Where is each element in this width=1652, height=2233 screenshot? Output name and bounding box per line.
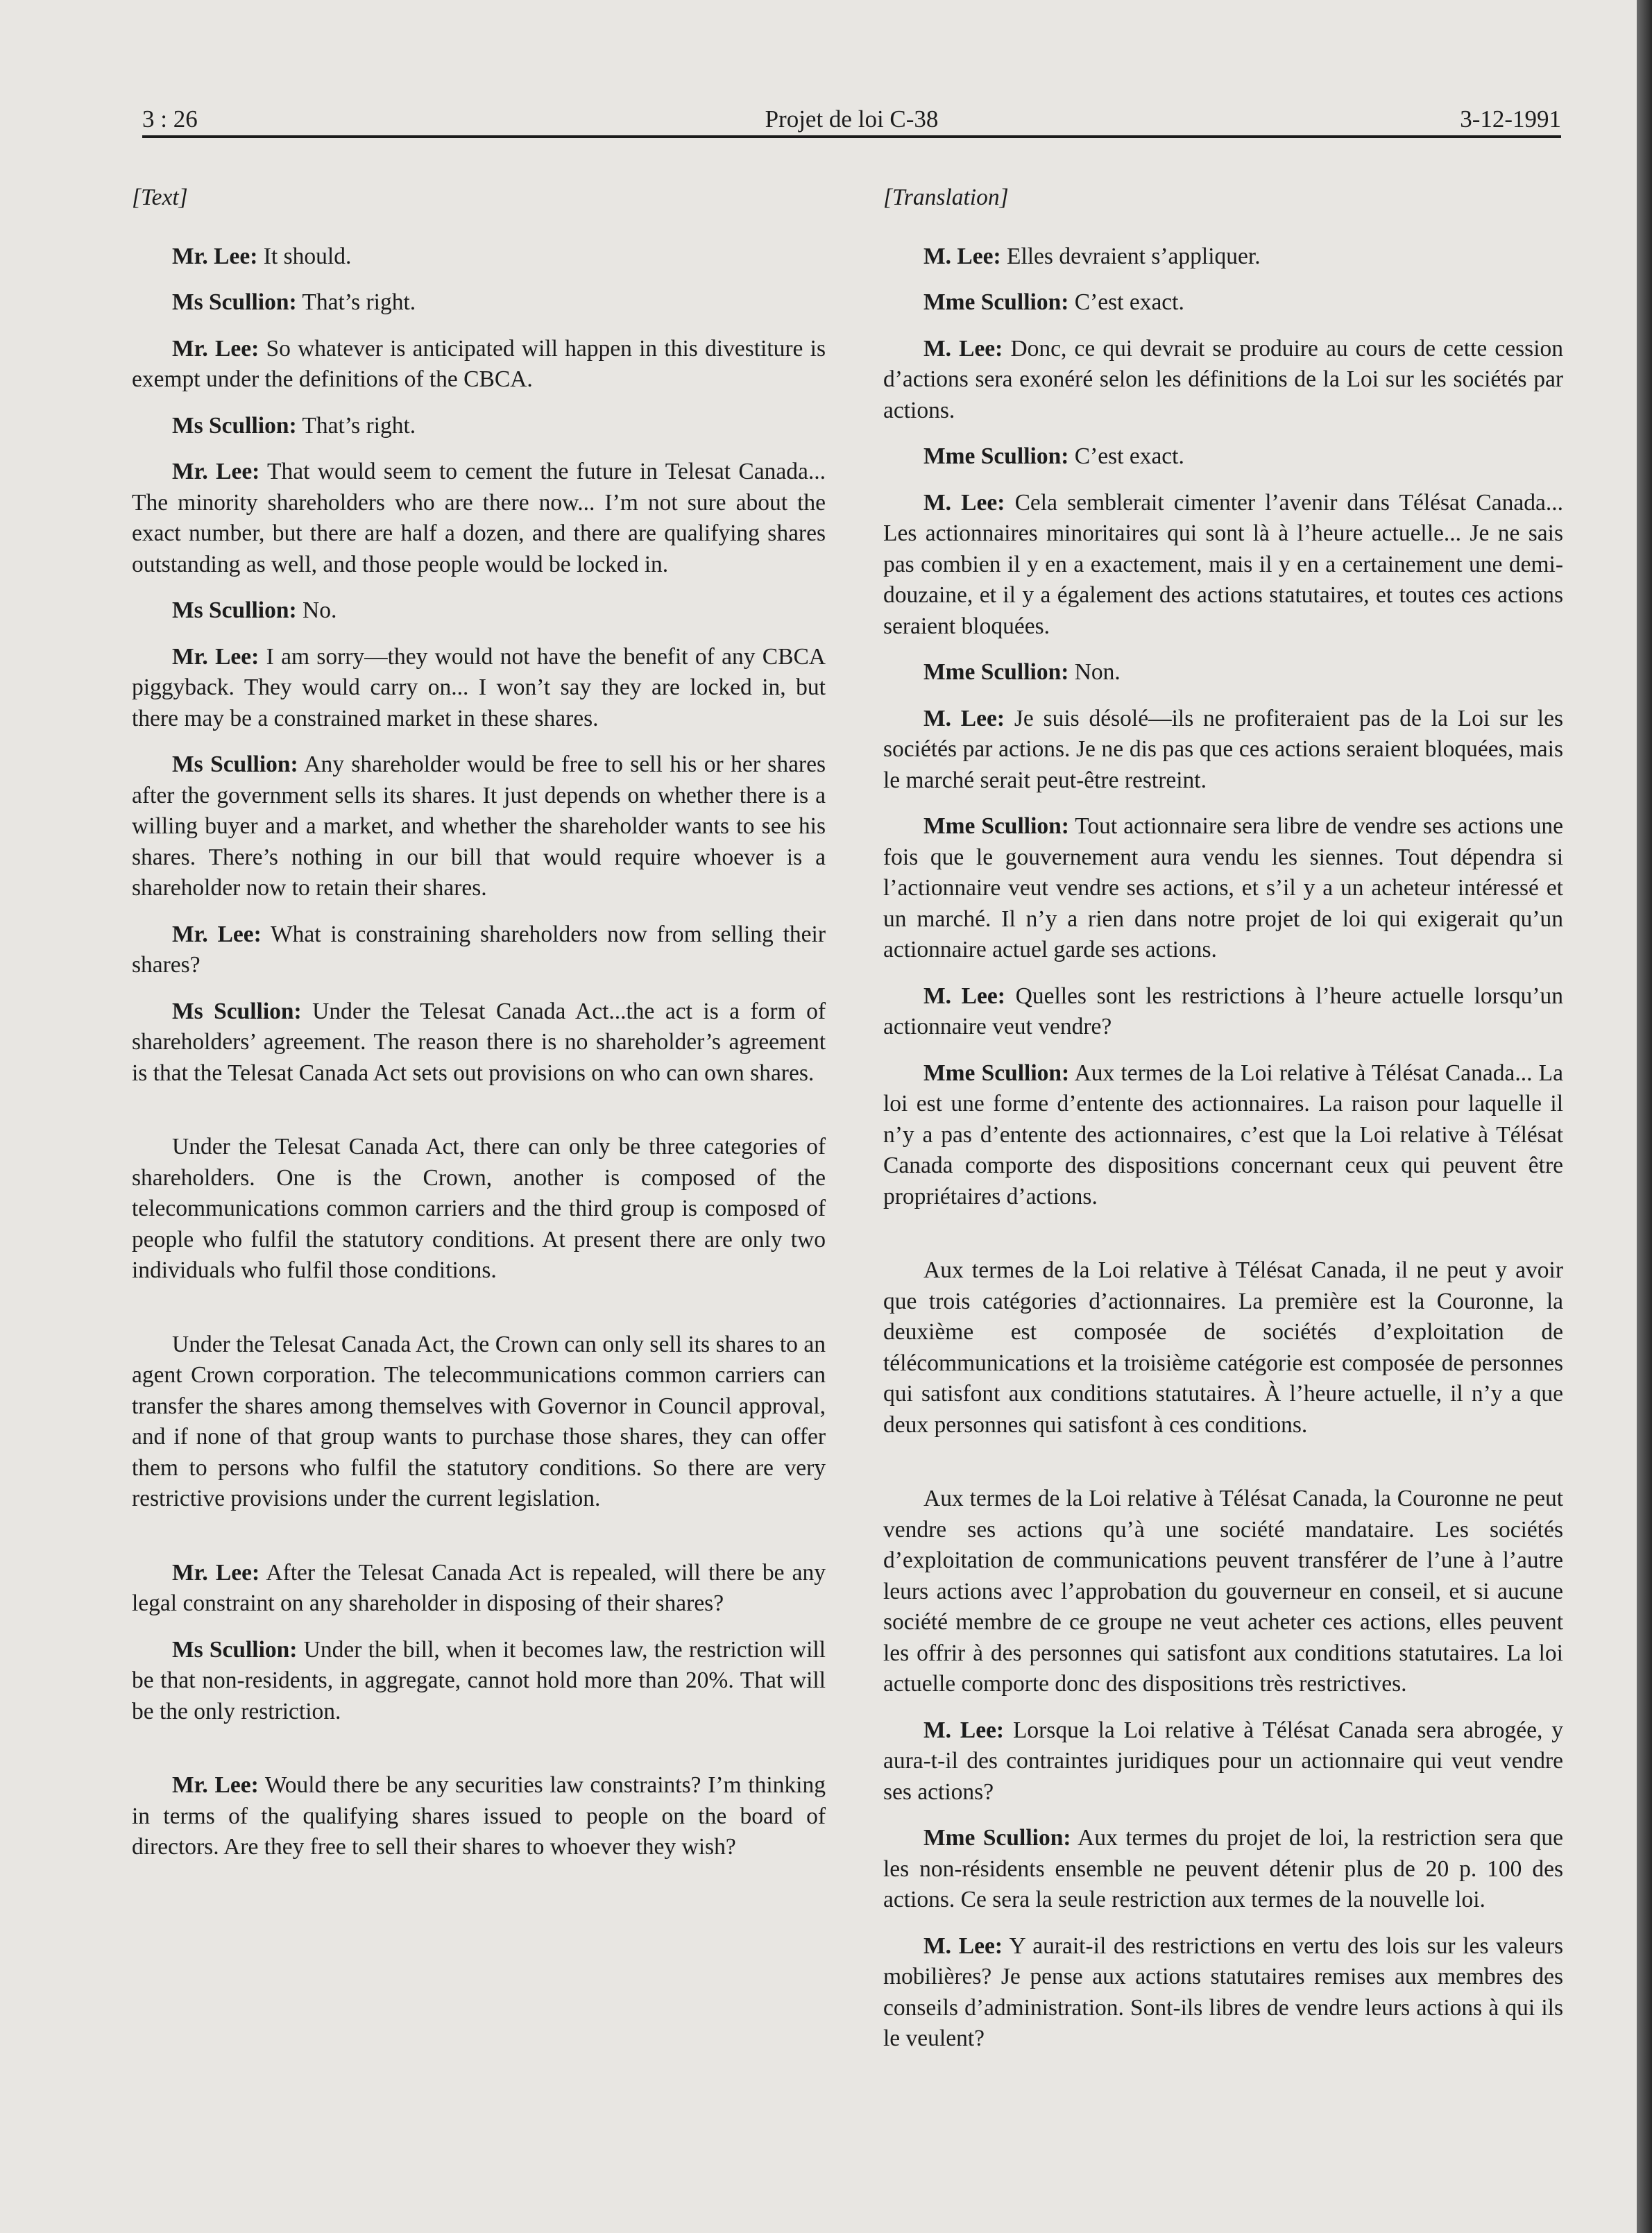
transcript-paragraph <box>132 457 826 580</box>
speech-text: Aux termes de la Loi relative à Télésat Canada, la Couronne ne peut vendre ses actions qu’à une société mandataire. Les sociétés d’exploitation de communications peuvent transférer de l’une à l’autre leurs actions avec l’approbation du gouverneur en conseil, et si aucune société membre de ce groupe ne veut acheter ces actions, elles peuvent les offrir à des personnes qui satisfont aux conditions statutaires. La loi actuelle comporte donc des dispositions très restrictives. <box>883 1486 1563 1697</box>
speech-text: Non. <box>1068 659 1121 685</box>
transcript-paragraph <box>883 1255 1563 1441</box>
speaker-name: Mr. Lee: <box>172 1772 259 1798</box>
speech-text: What is constraining shareholders now from selling their shares? <box>132 921 826 978</box>
speech-text: Cela semblerait cimenter l’avenir dans Télésat Canada... Les actionnaires minoritaires qui sont là à l’heure actuelle... Je ne sais pas combien il y en a exactement, mais il y en a certainement une demi-douzaine, et il y a également des actions statutaires, et toutes ces actions seraient bloquées. <box>883 489 1563 639</box>
transcript-paragraph <box>132 411 826 442</box>
transcript-paragraph <box>883 488 1563 643</box>
speaker-name: Mr. Lee: <box>172 1559 260 1586</box>
speech-text: After the Telesat Canada Act is repealed, will there be any legal constraint on any shareholder in disposing of their shares? <box>132 1559 826 1616</box>
transcript-paragraph <box>883 1058 1563 1213</box>
speaker-name: Mme Scullion: <box>923 289 1069 315</box>
bill-title: Projet de loi C-38 <box>765 105 939 133</box>
speaker-name: Ms Scullion: <box>172 412 297 439</box>
speaker-name: Mr. Lee: <box>172 335 259 362</box>
speaker-name: Mr. Lee: <box>172 459 260 484</box>
speaker-name: Mr. Lee: <box>172 643 259 670</box>
speaker-name: M. Lee: <box>923 705 1005 731</box>
speech-text: C’est exact. <box>1068 443 1184 469</box>
speech-text: I am sorry—they would not have the benefit of any CBCA piggyback. They would carry on... I won’t say they are locked in, but there may be a constrained market in these shares. <box>132 643 826 731</box>
page-header <box>142 105 1561 133</box>
transcript-paragraph <box>883 704 1563 797</box>
transcript-paragraph <box>132 595 826 627</box>
transcript-paragraph <box>883 441 1563 473</box>
transcript-paragraph <box>132 287 826 319</box>
transcript-paragraph <box>132 1770 826 1863</box>
transcript-paragraph <box>883 1715 1563 1808</box>
transcript-paragraph <box>883 981 1563 1043</box>
speaker-name: Mme Scullion: <box>923 1825 1071 1851</box>
speaker-name: M. Lee: <box>923 489 1005 516</box>
speaker-name: M. Lee: <box>923 243 1001 269</box>
transcript-paragraph <box>132 919 826 981</box>
speech-text: Y aurait-il des restrictions en vertu des lois sur les valeurs mobilières? Je pense aux actions statutaires remises aux membres des conseils d’administration. Sont-ils libres de vendre leurs actions à qui ils le veulent? <box>883 1933 1563 2051</box>
speech-text: Any shareholder would be free to sell his or her shares after the government sells its shares. It just depends on whether there is a willing buyer and a market, and whether the shareholder wants to see his shares. There’s nothing in our bill that would require whoever is a shareholder now to retain their shares. <box>132 752 826 901</box>
speaker-name: M. Lee: <box>923 1933 1003 1959</box>
transcript-paragraph <box>132 1132 826 1287</box>
transcript-paragraph <box>132 334 826 396</box>
speech-text: Lorsque la Loi relative à Télésat Canada sera abrogée, y aura-t-il des contraintes juridiques pour un actionnaire qui veut vendre ses actions? <box>883 1717 1563 1805</box>
transcript-paragraph <box>132 749 826 904</box>
speaker-name: Mme Scullion: <box>923 659 1069 685</box>
speech-text: Elles devraient s’appliquer. <box>1000 243 1261 269</box>
speech-text: Aux termes du projet de loi, la restriction sera que les non-résidents ensemble ne peuvent détenir plus de 20 p. 100 des actions. Ce sera la seule restriction aux termes de la nouvelle loi. <box>883 1825 1563 1912</box>
transcript-paragraph <box>132 642 826 735</box>
transcript-paragraph <box>883 287 1563 319</box>
speech-text: Under the Telesat Canada Act...the act is a form of shareholders’ agreement. The reason there is no shareholder’s agreement is that the Telesat Canada Act sets out provisions on who can own shares. <box>132 998 826 1086</box>
column-label-text: [Text] <box>132 185 188 210</box>
speech-text: It should. <box>257 243 352 269</box>
speaker-name: Mr. Lee: <box>172 243 258 269</box>
speaker-name: M. Lee: <box>923 983 1005 1009</box>
speech-text: C’est exact. <box>1068 289 1184 315</box>
speech-text: Under the bill, when it becomes law, the restriction will be that non-residents, in aggregate, cannot hold more than 20%. That will be the only restriction. <box>132 1636 826 1724</box>
speech-text: Under the Telesat Canada Act, the Crown can only sell its shares to an agent Crown corporation. The telecommunications common carriers can transfer the shares among themselves with Governor in Council approval, and if none of that group wants to purchase those shares, they can offer them to persons who fulfil the statutory conditions. So there are very restrictive provisions under the current legislation. <box>132 1331 826 1511</box>
transcript-paragraph <box>132 996 826 1089</box>
speaker-name: M. Lee: <box>923 335 1003 362</box>
speech-text: That’s right. <box>296 412 416 439</box>
speech-text: Under the Telesat Canada Act, there can only be three categories of shareholders. One is the Crown, another is composed of the telecommunications common carriers and the third group is composɐd of people who fulfil the statutory conditions. At present there are only two individuals who fulfil those conditions. <box>132 1134 826 1283</box>
speaker-name: Ms Scullion: <box>172 597 297 623</box>
speech-text: No. <box>296 597 337 623</box>
english-column <box>132 182 826 1878</box>
speaker-name: Ms Scullion: <box>172 752 298 777</box>
scan-edge-strip <box>1637 0 1652 2233</box>
speaker-name: Mme Scullion: <box>923 1060 1070 1086</box>
speaker-name: Ms Scullion: <box>172 1636 298 1663</box>
transcript-paragraph <box>883 811 1563 966</box>
transcript-paragraph <box>883 334 1563 427</box>
transcript-paragraph <box>883 657 1563 688</box>
transcript-paragraph <box>132 1330 826 1515</box>
speech-text: That’s right. <box>296 289 416 315</box>
header-rule <box>142 135 1561 138</box>
speaker-name: Mme Scullion: <box>923 443 1069 469</box>
transcript-paragraph <box>132 1558 826 1620</box>
transcript-paragraph <box>883 1484 1563 1700</box>
speech-text: Aux termes de la Loi relative à Télésat Canada... La loi est une forme d’entente des actionnaires. La raison pour laquelle il n’y a pas d’entente des actionnaires, c’est que la Loi relative à Télésat Canada comporte des dispositions concernant ceux qui peuvent être propriétaires d’actions. <box>883 1060 1563 1209</box>
speech-text: Donc, ce qui devrait se produire au cours de cette cession d’actions sera exonéré selon les définitions de la Loi sur les sociétés par actions. <box>883 335 1563 423</box>
speech-text: Would there be any securities law constraints? I’m thinking in terms of the qualifying shares issued to people on the board of directors. Are they free to sell their shares to whoever they wish? <box>132 1772 826 1860</box>
page-number: 3 : 26 <box>142 105 198 133</box>
speech-text: Tout actionnaire sera libre de vendre ses actions une fois que le gouvernement aura vendu les siennes. Tout dépendra si l’actionnaire veut vendre ses actions, et s’il y a un acheteur intéressé et un marché. Il n’y a rien dans notre projet de loi qui exigerait qu’un actionnaire actuel garde ses actions. <box>883 813 1564 962</box>
transcript-paragraph <box>883 1823 1563 1916</box>
french-column <box>883 182 1563 2070</box>
speaker-name: M. Lee: <box>923 1717 1005 1743</box>
sitting-date: 3-12-1991 <box>1460 105 1561 133</box>
transcript-paragraph <box>132 241 826 273</box>
speech-text: So whatever is anticipated will happen in this divestiture is exempt under the definitions of the CBCA. <box>132 335 826 392</box>
column-label-translation: [Translation] <box>883 185 1009 210</box>
transcript-paragraph <box>883 1931 1563 2055</box>
speech-text: That would seem to cement the future in Telesat Canada... The minority shareholders who are there now... I’m not sure about the exact number, but there are half a dozen, and there are qualifying shares outstanding as well, and those people would be locked in. <box>132 459 826 577</box>
speech-text: Aux termes de la Loi relative à Télésat Canada, il ne peut y avoir que trois catégories d’actionnaires. La première est la Couronne, la deuxième est composée de sociétés d’exploitation de télécommunications et la troisième catégorie est composée de personnes qui satisfont aux conditions statutaires. À l’heure actuelle, il n’y a que deux personnes qui satisfont à ces conditions. <box>883 1257 1563 1438</box>
speaker-name: Ms Scullion: <box>172 998 302 1024</box>
transcript-paragraph <box>883 241 1563 273</box>
speaker-name: Mr. Lee: <box>172 921 262 947</box>
transcript-paragraph <box>132 1635 826 1728</box>
speech-text: Je suis désolé—ils ne profiteraient pas de la Loi sur les sociétés par actions. Je ne dis pas que ces actions seraient bloquées, mais le marché serait peut-être restreint. <box>883 705 1563 793</box>
speaker-name: Mme Scullion: <box>923 813 1069 839</box>
speaker-name: Ms Scullion: <box>172 289 297 315</box>
speech-text: Quelles sont les restrictions à l’heure actuelle lorsqu’un actionnaire veut vendre? <box>883 983 1564 1039</box>
